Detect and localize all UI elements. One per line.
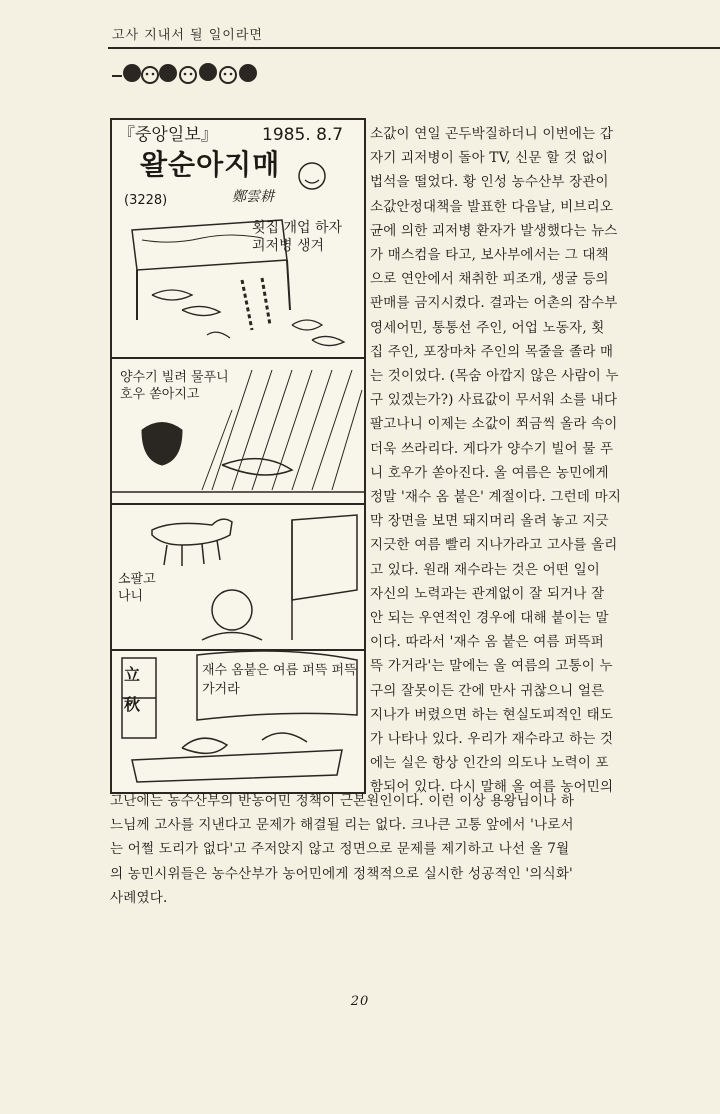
text-line: 팔고나니 이제는 소값이 쬐금씩 올라 속이 [370, 416, 618, 433]
text-line: 균에 의한 괴저병 환자가 발생했다는 뉴스 [370, 222, 618, 239]
panel3-drawing [152, 515, 357, 640]
speech-bubble-panel1: 횟집 개업 하자 괴저병 생겨 [252, 220, 343, 254]
text-line: 지나가 버렸으면 하는 현실도피적인 태도 [370, 706, 614, 723]
text-line: 집 주인, 포장마차 주인의 목줄을 졸라 매 [370, 343, 614, 360]
speech-bubble-panel4: 재수 옴붙은 여름 퍼뜩 퍼뜩 가거라 [202, 663, 357, 697]
text-line: 자신의 노력과는 관계없이 잘 되거나 잘 [370, 585, 605, 602]
text-line: 지긋한 여름 빨리 지나가라고 고사를 올리 [370, 537, 618, 554]
cartoonist-face-icon [299, 163, 325, 189]
season-sign: 立秋 [124, 665, 141, 715]
text-line: 의 농민시위들은 농수산부가 농어민에게 정책적으로 실시한 성공적인 '의식화' [110, 865, 573, 882]
text-line: 사례였다. [110, 889, 168, 906]
text-line: 가 매스컴을 타고, 보사부에서는 그 대책 [370, 247, 609, 264]
text-line: 자기 괴저병이 돌아 TV, 신문 할 것 없이 [370, 150, 609, 167]
speech-bubble-panel2: 양수기 빌려 물푸니 호우 쏟아지고 [120, 370, 229, 402]
text-line: 는 어쩔 도리가 없다'고 주저앉지 않고 정면으로 문제를 제기하고 나선 올 7월 [110, 841, 570, 858]
text-line: 구의 잘못이든 간에 만사 귀찮으니 얼른 [370, 682, 605, 699]
text-line: 안 되는 우연적인 경우에 대해 붙이는 말 [370, 610, 609, 627]
faces-ornament-icon [110, 56, 280, 90]
text-line: 에는 실은 항상 인간의 의도나 노력이 포 [370, 755, 609, 772]
text-line: 고난에는 농수산부의 반농어민 정책이 근본원인이다. 이런 이상 용왕님이나 하 [110, 793, 575, 809]
text-line: 는 것이었다. (목숨 아깝지 않은 사람이 누 [370, 368, 619, 385]
text-line: 영세어민, 통통선 주인, 어업 노동자, 횟 [370, 319, 605, 336]
text-line: 소값안정대책을 발표한 다음날, 비브리오 [370, 198, 614, 215]
text-line: 소값이 연일 곤두박질하더니 이번에는 갑 [370, 126, 614, 142]
text-line: 으로 연안에서 채취한 피조개, 생굴 등의 [370, 271, 609, 288]
text-line: 함되어 있다. 다시 말해 올 여름 농어민의 [370, 779, 614, 796]
text-line: 가 나타나 있다. 우리가 재수라고 하는 것 [370, 731, 614, 748]
cartoon-date: 1985. 8.7 [262, 125, 344, 145]
page-number: 20 [350, 994, 370, 1009]
text-line: 고 있다. 원래 재수라는 것은 어떤 일이 [370, 561, 601, 578]
running-header: 고사 지내서 될 일이라면 [112, 28, 263, 43]
text-line: 느님께 고사를 지낸다고 문제가 해결될 리는 없다. 크나큰 고통 앞에서 '나로서 [110, 817, 574, 834]
cartoon-title: 왈순아지매 [140, 148, 281, 181]
article-full-width [110, 789, 672, 910]
cartoon-source: 『중앙일보』 [118, 125, 218, 145]
text-line: 판매를 금지시켰다. 결과는 어촌의 잠수부 [370, 295, 618, 312]
text-line: 더욱 쓰라리다. 게다가 양수기 빌어 물 푸 [370, 440, 614, 457]
cartoon-author: 鄭雲耕 [232, 189, 274, 205]
text-line: 니 호우가 쏟아진다. 올 여름은 농민에게 [370, 464, 609, 481]
speech-bubble-panel3: 소팔고 나니 [118, 572, 156, 604]
article-right-column [370, 122, 672, 800]
text-line: 정말 '재수 옴 붙은' 계절이다. 그런데 마지 [370, 489, 622, 506]
text-line: 뜩 가거라'는 말에는 올 여름의 고통이 누 [370, 658, 613, 675]
header-rule [108, 47, 720, 49]
text-line: 법석을 떨었다. 황 인성 농수산부 장관이 [370, 174, 609, 191]
text-line: 이다. 따라서 '재수 옴 붙은 여름 퍼뜩퍼 [370, 634, 604, 651]
text-line: 구 있겠는가?) 사료값이 무서워 소를 내다 [370, 392, 618, 409]
text-line: 막 장면을 보면 돼지머리 올려 놓고 지긋 [370, 513, 609, 530]
cartoon-strip [110, 118, 366, 794]
cartoon-number: (3228) [124, 193, 168, 208]
